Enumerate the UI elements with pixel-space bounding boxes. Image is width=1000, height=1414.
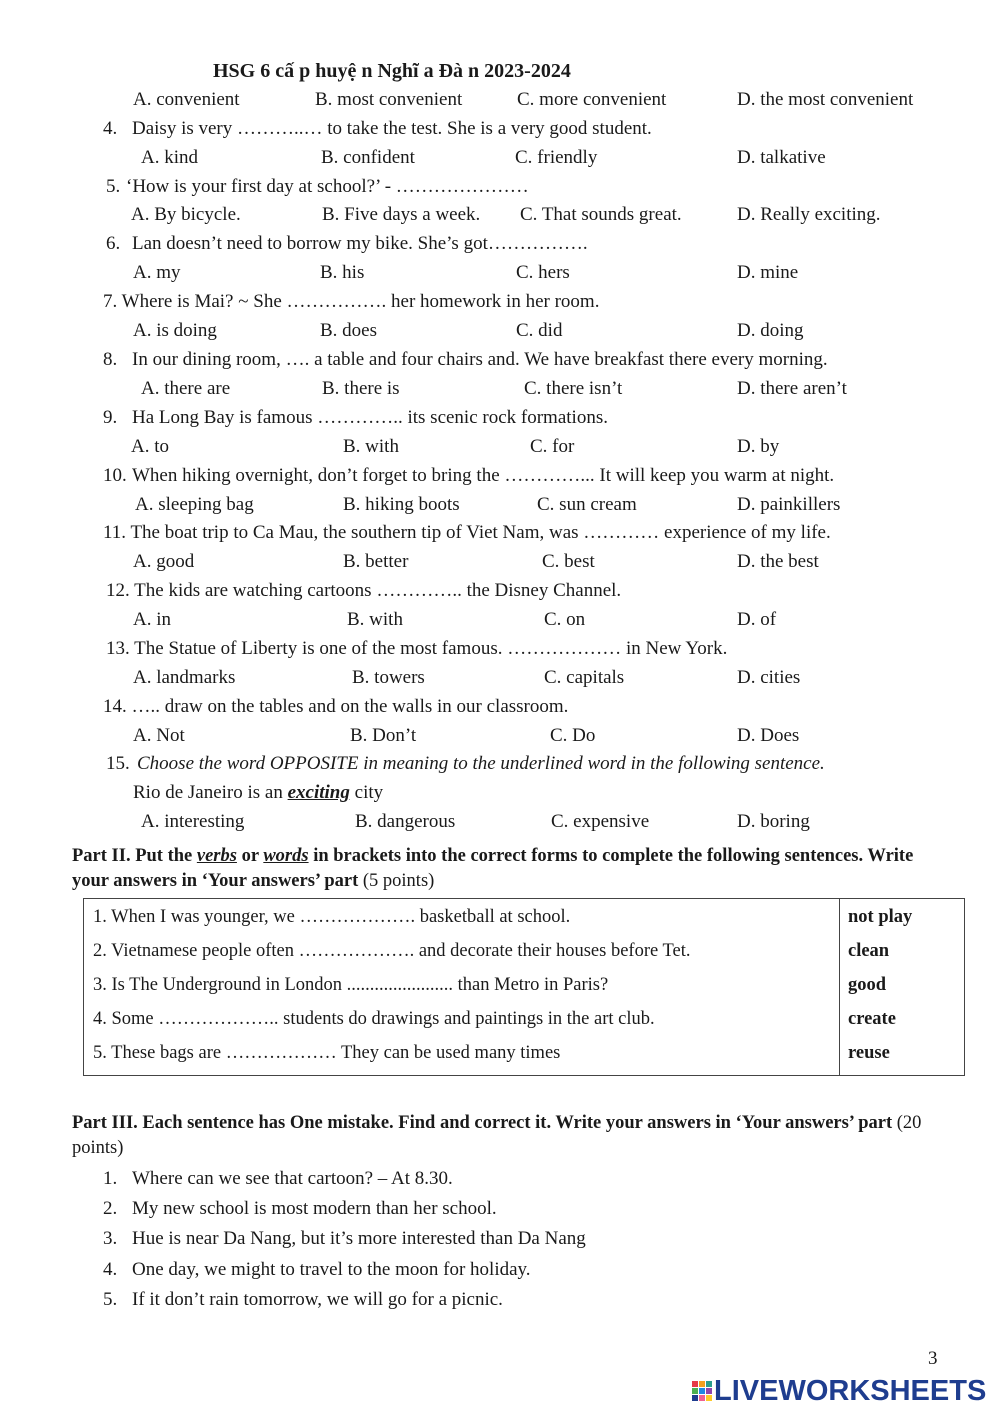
page-title: HSG 6 cấ p huyệ n Nghĩ a Đà n 2023-2024 [213, 60, 571, 82]
word-form-table [83, 898, 965, 1076]
page-number: 3 [928, 1348, 938, 1369]
option-d[interactable]: D. of [737, 609, 777, 630]
q15-options [0, 810, 1000, 834]
option-d[interactable]: D. doing [737, 320, 804, 341]
option-d[interactable]: D. Does [737, 725, 800, 746]
q6-options [0, 261, 1000, 285]
question-text: Ha Long Bay is famous ………….. its scenic rock formations. [132, 407, 608, 428]
sentence-start: Rio de Janeiro is an [133, 782, 288, 803]
list-item [103, 1227, 586, 1251]
item-number: 3. [103, 1228, 118, 1249]
option-a[interactable]: A. to [131, 436, 169, 457]
option-a[interactable]: A. kind [141, 147, 198, 168]
option-a[interactable]: A. there are [141, 378, 231, 399]
q9-options [0, 435, 1000, 459]
question-text: In our dining room, …. a table and four chairs and. We have breakfast there every morning. [132, 349, 828, 370]
option-d[interactable]: D. Really exciting. [737, 204, 881, 225]
liveworksheets-logo[interactable] [692, 1374, 992, 1408]
option-c[interactable]: C. That sounds great. [520, 204, 682, 225]
option-c[interactable]: C. more convenient [517, 89, 667, 110]
sentence-end: city [349, 782, 384, 803]
option-c[interactable]: C. best [542, 551, 595, 572]
part-2-heading [72, 844, 944, 894]
table-row: 4. Some ……………….. students do drawings and paintings in the art club. [93, 1009, 655, 1029]
question-15 [106, 752, 825, 776]
question-8 [103, 348, 828, 372]
option-b[interactable]: B. Don’t [350, 725, 417, 746]
q14-options [0, 724, 1000, 748]
option-d[interactable]: D. painkillers [737, 494, 841, 515]
option-d[interactable]: D. the best [737, 551, 819, 572]
question-9 [103, 406, 608, 430]
item-text: Hue is near Da Nang, but it’s more interested than Da Nang [132, 1228, 586, 1249]
option-b[interactable]: B. hiking boots [343, 494, 460, 515]
bracket-word: clean [848, 941, 890, 961]
question-number: 5. [106, 176, 121, 197]
question-number: 4. [103, 118, 118, 139]
option-c[interactable]: C. for [530, 436, 575, 457]
bracket-word: reuse [848, 1043, 890, 1063]
option-c[interactable]: C. on [544, 609, 586, 630]
question-text: When hiking overnight, don’t forget to bring the …………... It will keep you warm at night. [132, 465, 835, 486]
option-a[interactable]: A. in [133, 609, 171, 630]
part-3-heading [72, 1111, 944, 1161]
option-b[interactable]: B. dangerous [355, 811, 456, 832]
question-number: 15. [106, 753, 130, 774]
q7-options [0, 319, 1000, 343]
option-a[interactable]: A. my [133, 262, 181, 283]
option-b[interactable]: B. Five days a week. [322, 204, 481, 225]
option-d[interactable]: D. boring [737, 811, 810, 832]
q4-options [0, 146, 1000, 170]
underlined-words: words [263, 846, 309, 866]
points: (20 points) [72, 1113, 922, 1158]
question-4 [103, 117, 652, 141]
option-d[interactable]: D. there aren’t [737, 378, 847, 399]
option-c[interactable]: C. friendly [515, 147, 598, 168]
list-item [103, 1197, 497, 1221]
question-number: 9. [103, 407, 118, 428]
option-b[interactable]: B. better [343, 551, 409, 572]
option-b[interactable]: B. there is [322, 378, 400, 399]
list-item [103, 1258, 531, 1282]
item-number: 1. [103, 1168, 118, 1189]
list-item [103, 1167, 453, 1191]
bracket-word: not play [848, 907, 913, 927]
option-b[interactable]: B. his [320, 262, 365, 283]
option-a[interactable]: A. good [133, 551, 195, 572]
item-text: If it don’t rain tomorrow, we will go for a picnic. [132, 1289, 503, 1310]
option-a[interactable]: A. interesting [141, 811, 245, 832]
item-number: 4. [103, 1259, 118, 1280]
option-a[interactable]: A. convenient [133, 89, 240, 110]
option-b[interactable]: B. confident [321, 147, 415, 168]
underlined-verbs: verbs [196, 846, 237, 866]
heading-text: or [236, 846, 264, 866]
q8-options [0, 377, 1000, 401]
q10-options [0, 493, 1000, 517]
option-b[interactable]: B. with [347, 609, 403, 630]
question-13: 13. The Statue of Liberty is one of the most famous. ……………… in New York. [106, 638, 728, 659]
item-text: My new school is most modern than her school. [132, 1198, 497, 1219]
q13-options [0, 666, 1000, 690]
heading-text: Part II. Put the [72, 846, 197, 866]
option-c[interactable]: C. did [516, 320, 563, 341]
table-row: 3. Is The Underground in London ....................... than Metro in Paris? [93, 975, 609, 995]
table-row: 5. These bags are ……………… They can be used many times [93, 1043, 561, 1063]
question-instruction: Choose the word OPPOSITE in meaning to the underlined word in the following sentence. [137, 753, 825, 774]
question-text: Lan doesn’t need to borrow my bike. She’s got……………. [132, 233, 588, 254]
option-c[interactable]: C. capitals [544, 667, 625, 688]
item-number: 2. [103, 1198, 118, 1219]
option-a[interactable]: A. is doing [133, 320, 217, 341]
option-b[interactable]: B. most convenient [315, 89, 463, 110]
q5-options [0, 203, 1000, 227]
option-c[interactable]: C. sun cream [537, 494, 637, 515]
option-c[interactable]: C. hers [516, 262, 570, 283]
option-b[interactable]: B. does [320, 320, 377, 341]
sentences-column [84, 899, 840, 1076]
option-b[interactable]: B. towers [352, 667, 425, 688]
item-text: One day, we might to travel to the moon for holiday. [132, 1259, 531, 1280]
underlined-word: exciting [287, 782, 350, 803]
question-5 [106, 175, 529, 199]
logo-text: LIVEWORKSHEETS [714, 1375, 987, 1407]
option-d[interactable]: D. mine [737, 262, 799, 283]
question-10 [103, 464, 835, 488]
table-row: 1. When I was younger, we ………………. basketball at school. [93, 907, 571, 927]
bracket-word: create [848, 1009, 896, 1029]
heading-text: Part III. Each sentence has One mistake. Find and correct it. Write your answers in ‘Your answers’ part [72, 1113, 893, 1133]
question-12: 12. The kids are watching cartoons ………….. the Disney Channel. [106, 580, 622, 601]
question-6 [106, 232, 588, 256]
option-a[interactable]: A. sleeping bag [135, 494, 254, 515]
question-number: 6. [106, 233, 121, 254]
table-row: 2. Vietnamese people often ………………. and decorate their houses before Tet. [93, 941, 691, 961]
option-a[interactable]: A. Not [133, 725, 185, 746]
question-11: 11. The boat trip to Ca Mau, the southern tip of Viet Nam, was ………… experience of my life. [103, 522, 831, 543]
option-a[interactable]: A. By bicycle. [131, 204, 241, 225]
option-b[interactable]: B. with [343, 436, 399, 457]
question-15-sentence [133, 781, 383, 805]
words-column [840, 899, 965, 1076]
option-d[interactable]: D. by [737, 436, 780, 457]
question-text: Daisy is very ………..… to take the test. She is a very good student. [132, 118, 652, 139]
option-c[interactable]: C. expensive [551, 811, 650, 832]
item-number: 5. [103, 1289, 118, 1310]
heading-text: in brackets into the correct forms to complete the following sentences. Write your answers in ‘Your answers’ part [72, 846, 914, 891]
question-number: 8. [103, 349, 118, 370]
option-d[interactable]: D. talkative [737, 147, 826, 168]
q12-options [0, 608, 1000, 632]
option-d[interactable]: D. cities [737, 667, 801, 688]
liveworksheets-icon [692, 1381, 712, 1401]
option-a[interactable]: A. landmarks [133, 667, 236, 688]
option-c[interactable]: C. Do [550, 725, 596, 746]
question-text: ‘How is your first day at school?’ - ………………… [126, 176, 529, 197]
bracket-word: good [848, 975, 887, 995]
question-number: 10. [103, 465, 127, 486]
option-c[interactable]: C. there isn’t [524, 378, 623, 399]
points: (5 points) [358, 871, 435, 891]
option-d[interactable]: D. the most convenient [737, 89, 914, 110]
question-14: 14. ….. draw on the tables and on the walls in our classroom. [103, 696, 569, 717]
list-item [103, 1288, 503, 1312]
question-7: 7. Where is Mai? ~ She ……………. her homework in her room. [103, 291, 600, 312]
q3-options [0, 88, 1000, 112]
item-text: Where can we see that cartoon? – At 8.30. [132, 1168, 453, 1189]
q11-options [0, 550, 1000, 574]
